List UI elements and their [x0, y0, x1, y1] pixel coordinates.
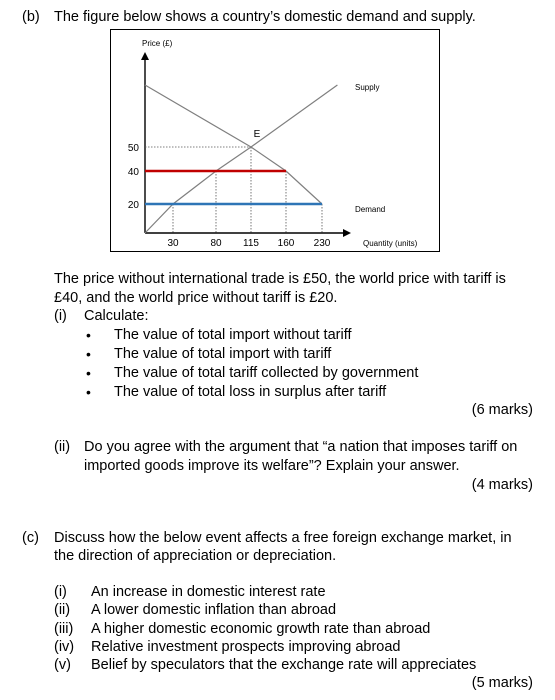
part-c-line-1: Discuss how the below event affects a free foreign exchange market, in — [54, 530, 512, 546]
part-c-item-text: A lower domestic inflation than abroad — [91, 602, 337, 618]
q2-line-1: Do you agree with the argument that “a nation that imposes tariff on — [84, 439, 518, 455]
q1-marks: (6 marks) — [471, 402, 533, 418]
equilibrium-label: E — [253, 129, 261, 140]
y-tick-label: 40 — [127, 167, 139, 178]
q1-label: (i) — [54, 308, 67, 324]
part-c-item-num: (v) — [54, 657, 71, 673]
part-b-label: (b) — [22, 9, 40, 25]
x-tick-label: 80 — [210, 238, 222, 249]
paragraph-line-1: The price without international trade is £50, the world price with tariff is — [54, 271, 506, 287]
part-c-item-text: Relative investment prospects improving abroad — [91, 639, 401, 655]
x-axis-arrow-icon — [343, 229, 351, 237]
y-axis-arrow-icon — [141, 52, 149, 60]
part-c-item-text: A higher domestic economic growth rate than abroad — [91, 621, 431, 637]
bullet-icon: • — [86, 365, 91, 381]
demand-curve — [145, 85, 322, 204]
part-c-item-num: (ii) — [54, 602, 71, 618]
supply-label: Supply — [355, 83, 380, 92]
q1-item: The value of total loss in surplus after tariff — [114, 384, 387, 400]
x-axis-label: Quantity (units) — [363, 239, 418, 248]
q1-item: The value of total tariff collected by government — [114, 365, 419, 381]
x-tick-label: 30 — [167, 238, 179, 249]
bullet-icon: • — [86, 384, 91, 400]
x-tick-label: 115 — [243, 238, 259, 249]
x-tick-label: 160 — [277, 238, 295, 249]
y-tick-label: 50 — [127, 143, 139, 154]
demand-label: Demand — [355, 205, 386, 214]
q1-item: The value of total import with tariff — [114, 346, 332, 362]
q2-line-2: imported goods improve its welfare”? Explain your answer. — [84, 458, 460, 474]
supply-demand-chart — [111, 30, 441, 253]
part-b-intro: The figure below shows a country’s domestic demand and supply. — [54, 9, 476, 25]
q1-text: Calculate: — [84, 308, 149, 324]
y-tick-label: 20 — [127, 200, 139, 211]
x-tick-label: 230 — [313, 238, 331, 249]
part-c-item-num: (i) — [54, 584, 67, 600]
part-c-marks: (5 marks) — [471, 675, 533, 691]
supply-demand-figure — [110, 29, 440, 252]
q1-item: The value of total import without tariff — [114, 327, 352, 343]
part-c-item-num: (iii) — [54, 621, 74, 637]
supply-curve — [145, 85, 337, 233]
bullet-icon: • — [86, 346, 91, 362]
paragraph-line-2: £40, and the world price without tariff is £20. — [54, 290, 338, 306]
y-axis-label: Price (£) — [142, 39, 173, 48]
part-c-item-text: Belief by speculators that the exchange rate will appreciates — [91, 657, 477, 673]
part-c-label: (c) — [22, 530, 39, 546]
part-c-line-2: the direction of appreciation or depreciation. — [54, 548, 337, 564]
part-c-item-num: (iv) — [54, 639, 75, 655]
part-c-item-text: An increase in domestic interest rate — [91, 584, 326, 600]
q2-marks: (4 marks) — [471, 477, 533, 493]
q2-label: (ii) — [54, 439, 71, 455]
bullet-icon: • — [86, 327, 91, 343]
